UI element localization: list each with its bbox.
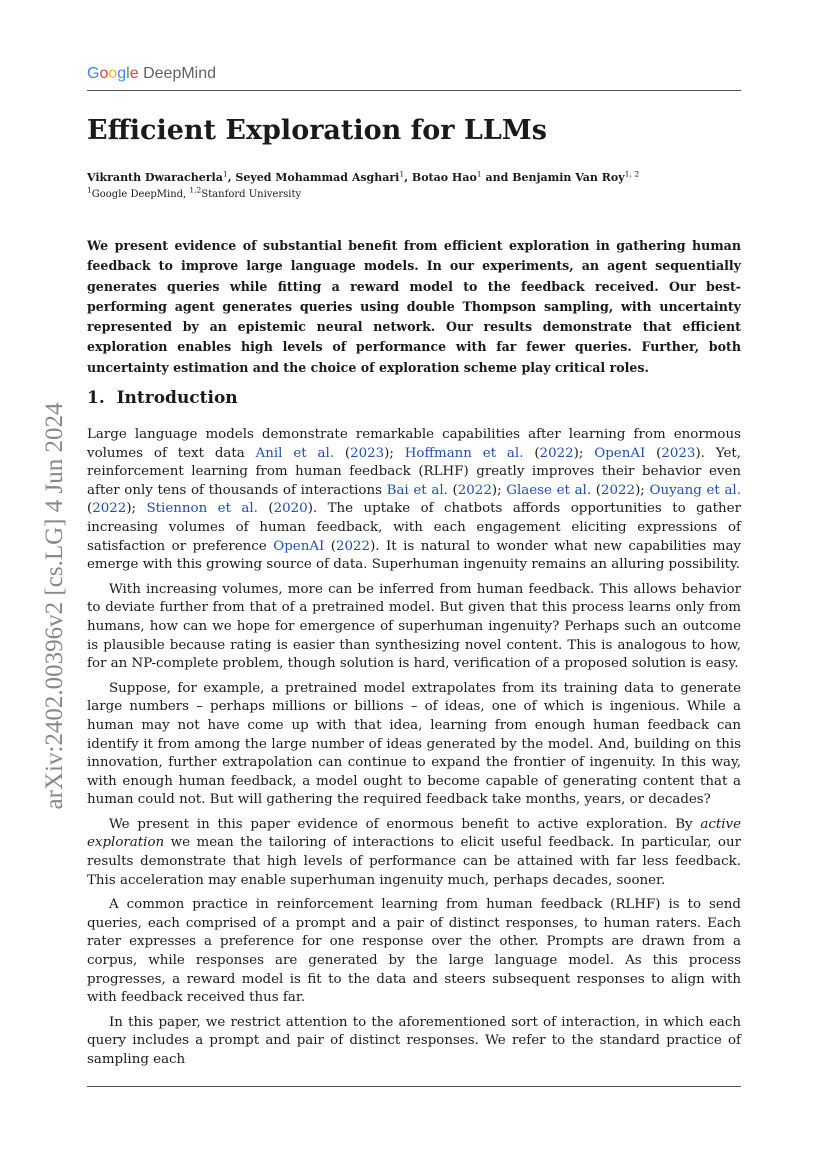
citation-link[interactable]: Ouyang et al. [649,482,741,498]
body-text-run: ); [126,501,147,517]
body-text-run: ). The uptake of chatbots affords opportunities to gather increasing volumes of human feedback, with each engagement eliciting expressions of satisfaction or preference [87,501,741,554]
citation-link[interactable]: 2022 [335,538,371,554]
affiliation-list [87,185,302,202]
citation-link[interactable]: 2022 [457,482,492,498]
citation-link[interactable]: 2023 [661,445,696,461]
logo-letter: o [108,65,118,82]
author-name: Botao Hao [411,171,477,184]
author-name: Seyed Mohammad Asghari [235,171,400,184]
body-text-run: With increasing volumes, more can be inferred from human feedback. This allows behavior to deviate further from that of a pretrained model. But given that this process learns only from humans, how can we hope for emergence of superhuman ingenuity? Perhaps such an outcome is plausible because rating is easier than synthesizing novel content. This is analogous to how, for an NP-complete problem, though solution is hard, verification of a proposed solution is easy. [87,581,741,672]
author-affiliation-mark: 1 [222,169,228,179]
author-name: Vikranth Dwaracherla [87,171,223,184]
body-text-run: ). Yet, reinforcement learning from human feedback (RLHF) greatly improves their behavior even after only tens of thousands of interactions [87,445,742,498]
section-title: Introduction [116,388,238,408]
author-list [87,170,639,186]
paragraph [87,1014,741,1070]
body-text-run: we mean the tailoring of interactions to elicit useful feedback. In particular, our results demonstrate that high levels of performance can be attained with far less feedback. This acceleration may enable superhuman ingenuity much, perhaps decades, sooner. [87,835,741,888]
citation-link[interactable]: OpenAI [594,445,646,461]
citation-link[interactable]: 2020 [273,501,308,517]
affiliation-mark: 1,2 [189,185,202,195]
author-separator: , [404,171,412,184]
citation-link[interactable]: 2022 [92,501,127,517]
body-text-run: ); [573,445,595,461]
author-name: Benjamin Van Roy [512,171,625,184]
paragraph [87,581,741,674]
citation-link[interactable]: Hoffmann et al. [404,445,524,461]
affiliation-name: Google DeepMind [91,189,184,200]
body-text-run: ( [334,445,351,461]
body-text-run: ); [635,482,650,498]
arxiv-identifier: arXiv:2402.00396v2 [cs.LG] 4 Jun 2024 [41,402,68,810]
body-text-run: We present in this paper evidence of enormous benefit to active exploration. By [109,816,701,832]
body-text-run: ( [257,501,274,517]
paragraph [87,680,741,810]
affiliation-mark: 1 [87,185,92,195]
author-separator: , [227,171,236,184]
affiliation-separator: , [183,189,190,200]
abstract: We present evidence of substantial benefit from efficient exploration in gathering human feedback to improve large language models. In our experiments, an agent sequentially generates queries while fitting a reward model to the feedback received. Our best-performing agent generates queries using double Thompson sampling, with uncertainty represented by an epistemic neural network. Our results demonstrate that efficient exploration enables high levels of performance with far fewer queries. Further, both uncertainty estimation and the choice of exploration scheme play critical roles. [87,238,741,375]
author-affiliation-mark: 1 [476,169,482,179]
body-text-run: ( [591,482,601,498]
emphasis-text: active exploration [87,816,741,851]
body-text-run: ( [324,538,336,554]
citation-link[interactable]: OpenAI [273,538,325,554]
logo-letter: g [117,65,127,82]
author-affiliation-mark: 1 [399,169,405,179]
body-text-run: In this paper, we restrict attention to the aforementioned sort of interaction, in which each query includes a prompt and pair of distinct responses. We refer to the standard practice of sampling each [87,1014,741,1067]
logo-letter: l [126,65,130,82]
citation-link[interactable]: 2022 [600,482,636,498]
body-text-run: ); [491,482,507,498]
body-text-run: A common practice in reinforcement learning from human feedback (RLHF) is to send queries, each comprised of a prompt and a pair of distinct responses, to human raters. Each rater expresses a preference for one response over the other. Prompts are drawn from a corpus, while responses are generated by the large language model. As this process progresses, a reward model is fit to the data and steers subsequent responses to align with with feedback received thus far. [87,897,741,1006]
citation-link[interactable]: Bai et al. [386,482,448,498]
paragraph [87,896,741,1008]
logo-letter: o [99,65,109,82]
paragraph [87,816,741,890]
citation-link[interactable]: Stiennon et al. [146,501,258,517]
body-text-run: Suppose, for example, a pretrained model extrapolates from its training data to generate large numbers – perhaps millions or billions – of ideas, one of which is ingenious. While a human may not have come up with that idea, learning from enough human feedback can identify it from among the large number of ideas generated by the model. And, building on this innovation, further extrapolation can continue to expand the frontier of ingenuity. In this way, with enough human feedback, a model ought to become capable of generating content that a human could not. But will gathering the required feedback take months, years, or decades? [87,680,741,808]
introduction-body [87,426,741,1076]
footer-rule [87,1086,741,1087]
affiliation-name: Stanford University [201,189,302,200]
section-number: 1. [87,388,105,408]
citation-link[interactable]: 2022 [539,445,574,461]
citation-link[interactable]: 2023 [350,445,385,461]
paper-title: Efficient Exploration for LLMs [87,115,547,146]
citation-link[interactable]: Anil et al. [255,445,334,461]
header-rule [87,90,741,91]
section-heading-introduction [87,386,238,410]
body-text-run: ( [447,482,458,498]
author-separator: and [481,171,513,184]
author-affiliation-mark: 1, 2 [624,169,640,179]
paragraph [87,426,741,575]
body-text-run: ). It is natural to wonder what new capabilities may emerge with this growing source of data. Superhuman ingenuity remains an alluring possibility. [87,538,741,573]
citation-link[interactable]: Glaese et al. [506,482,592,498]
body-text-run: ); [384,445,405,461]
body-text-run: Large language models demonstrate remarkable capabilities after learning from enormous volumes of text data [87,427,741,461]
body-text-run: ( [523,445,540,461]
body-text-run: ( [645,445,662,461]
body-text-run: ( [87,501,93,517]
google-deepmind-logo [87,64,216,84]
logo-letter: e [129,65,139,82]
logo-product-name: DeepMind [143,65,217,82]
logo-letter: G [87,65,100,82]
